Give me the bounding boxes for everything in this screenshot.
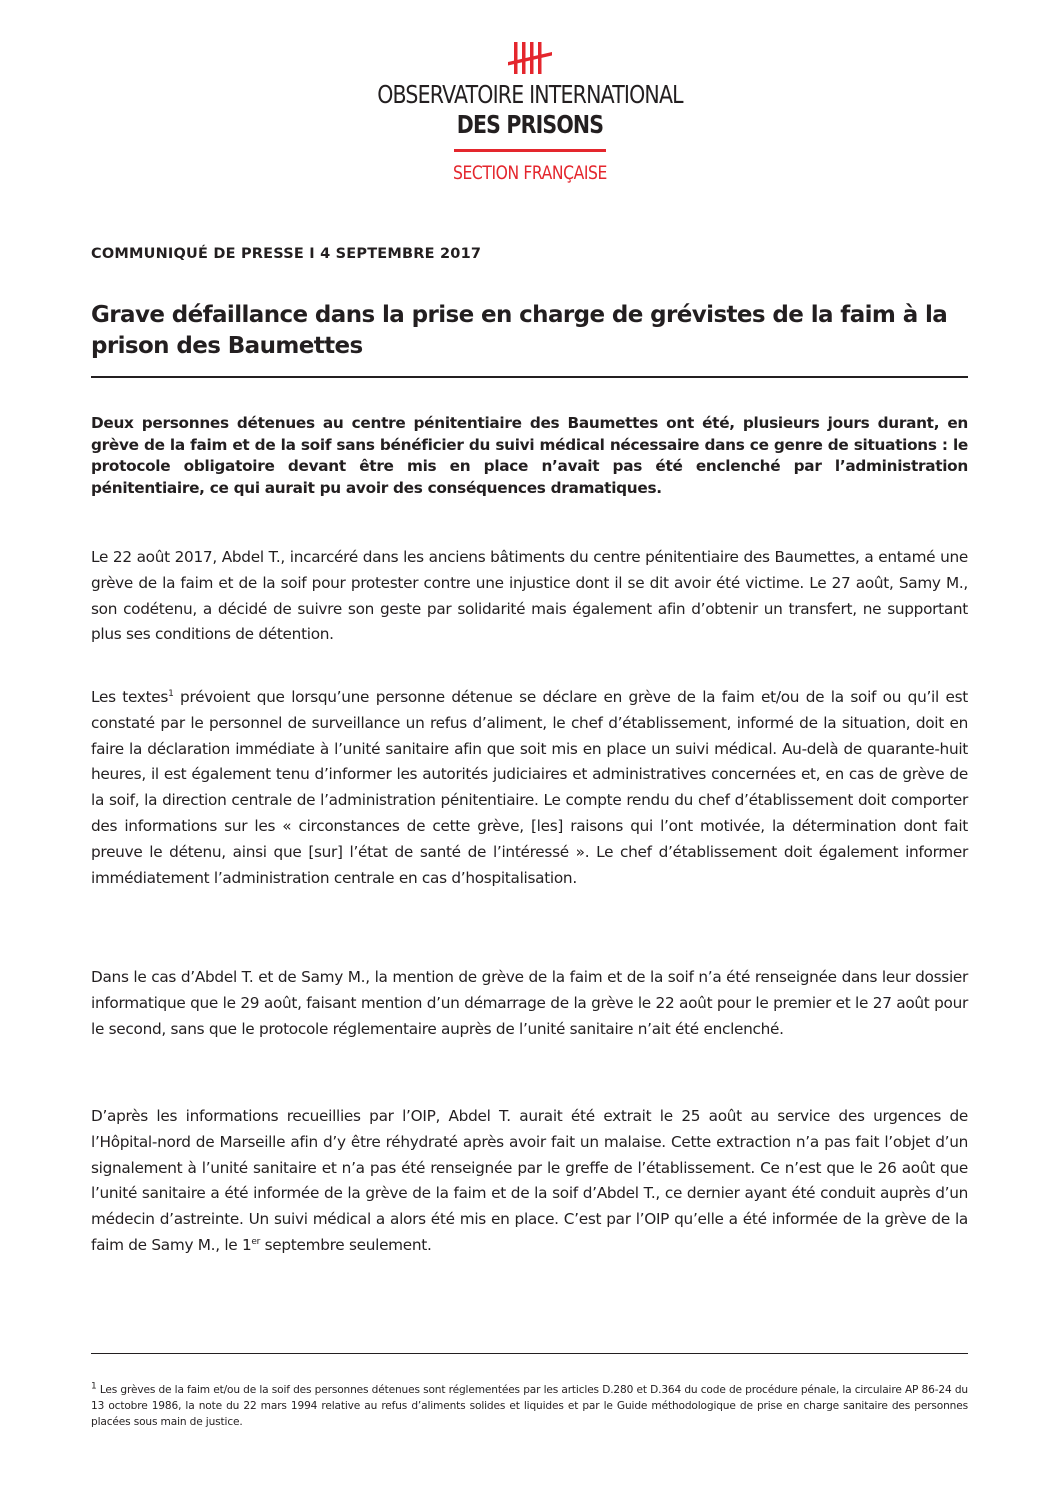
- footnote-text: Les grèves de la faim et/ou de la soif des personnes détenues sont réglementées par les articles D.280 et D.364 du code de procédure pénale, la circulaire AP 86-24 du 13 octobre 1986, la note du 22 mars 1994 relative au refus d’aliments solides et liquides et par le Guide méthodologique de prise en charge sanitaire des personnes placées sous main de justice.: [91, 1384, 968, 1428]
- paragraph-2-text-rest: prévoient que lorsqu’une personne détenue se déclare en grève de la faim et/ou de la soif ou qu’il est constaté par le personnel de surveillance un refus d’aliment, le chef d’établissement, informé de la situation, doit en faire la déclaration immédiate à l’unité sanitaire afin que soit mis en place un suivi médical. Au-delà de quarante-huit heures, il est également tenu d’informer les autorités judiciaires et administratives concernées et, en cas de grève de la soif, la direction centrale de l’administration pénitentiaire. Le compte rendu du chef d’établissement doit comporter des informations sur les « circonstances de cette grève, [les] raisons qui l’ont motivée, la détermination dont fait preuve le détenu, ainsi que [sur] l’état de santé de l’intéressé ». Le chef d’établissement doit également informer immédiatement l’administration centrale en cas d’hospitalisation.: [91, 688, 968, 887]
- logo-line-2: DES PRISONS: [456, 110, 604, 139]
- body-paragraph-2: [91, 685, 968, 891]
- footnote-ref[interactable]: 1: [168, 688, 174, 699]
- prison-bars-tally-icon: [506, 40, 554, 76]
- paragraph-2-text-start: Les textes: [91, 688, 169, 706]
- body-paragraph-1: Le 22 août 2017, Abdel T., incarcéré dans les anciens bâtiments du centre pénitentiaire des Baumettes, a entamé une grève de la faim et de la soif pour protester contre une injustice dont il se dit avoir été victime. Le 27 août, Samy M., son codétenu, a décidé de suivre son geste par solidarité mais également afin d’obtenir un transfert, ne supportant plus ses conditions de détention.: [91, 548, 968, 644]
- title-divider: [91, 376, 968, 378]
- body-paragraph-4: [91, 1104, 968, 1259]
- logo-line-1: OBSERVATOIRE INTERNATIONAL: [377, 80, 683, 109]
- logo-divider: [454, 149, 606, 152]
- paragraph-4-text: D’après les informations recueillies par l’OIP, Abdel T. aurait été extrait le 25 août au service des urgences de l’Hôpital-nord de Marseille afin d’y être réhydraté après avoir fait un malaise. Cette extraction n’a pas fait l’objet d’un signalement à l’unité sanitaire et n’a pas été renseignée par le greffe de l’établissement. Ce n’est que le 26 août que l’unité sanitaire a été informée de la grève de la faim et de la soif d’Abdel T., ce dernier ayant été conduit auprès d’un médecin d’astreinte. Un suivi médical a alors été mis en place. C’est par l’OIP qu’elle a été informée de la grève de la faim de Samy M., le 1: [91, 1107, 968, 1254]
- footnote-marker: 1: [91, 1381, 97, 1392]
- ordinal-suffix: er: [251, 1236, 261, 1247]
- paragraph-4-text-end: septembre seulement.: [260, 1235, 432, 1254]
- lead-paragraph: Deux personnes détenues au centre pénitentiaire des Baumettes ont été, plusieurs jours durant, en grève de la faim et de la soif sans bénéficier du suivi médical nécessaire dans ce genre de situations : le protocole obligatoire devant être mis en place n’avait pas été enclenché par l’administration pénitentiaire, ce qui aurait pu avoir des conséquences dramatiques.: [91, 414, 968, 497]
- logo-line-3: SECTION FRANÇAISE: [453, 162, 607, 184]
- press-release-kicker: COMMUNIQUÉ DE PRESSE I 4 SEPTEMBRE 2017: [91, 246, 482, 262]
- footnote-divider: [91, 1353, 968, 1354]
- page-title: Grave défaillance dans la prise en charge de grévistes de la faim à la prison des Baumettes: [91, 302, 948, 359]
- logo: [300, 40, 760, 184]
- footnote: [91, 1382, 968, 1430]
- body-paragraph-3: Dans le cas d’Abdel T. et de Samy M., la mention de grève de la faim et de la soif n’a été renseignée dans leur dossier informatique que le 29 août, faisant mention d’un démarrage de la grève le 22 août pour le premier et le 27 août pour le second, sans que le protocole réglementaire auprès de l’unité sanitaire n’ait été enclenché.: [91, 968, 968, 1038]
